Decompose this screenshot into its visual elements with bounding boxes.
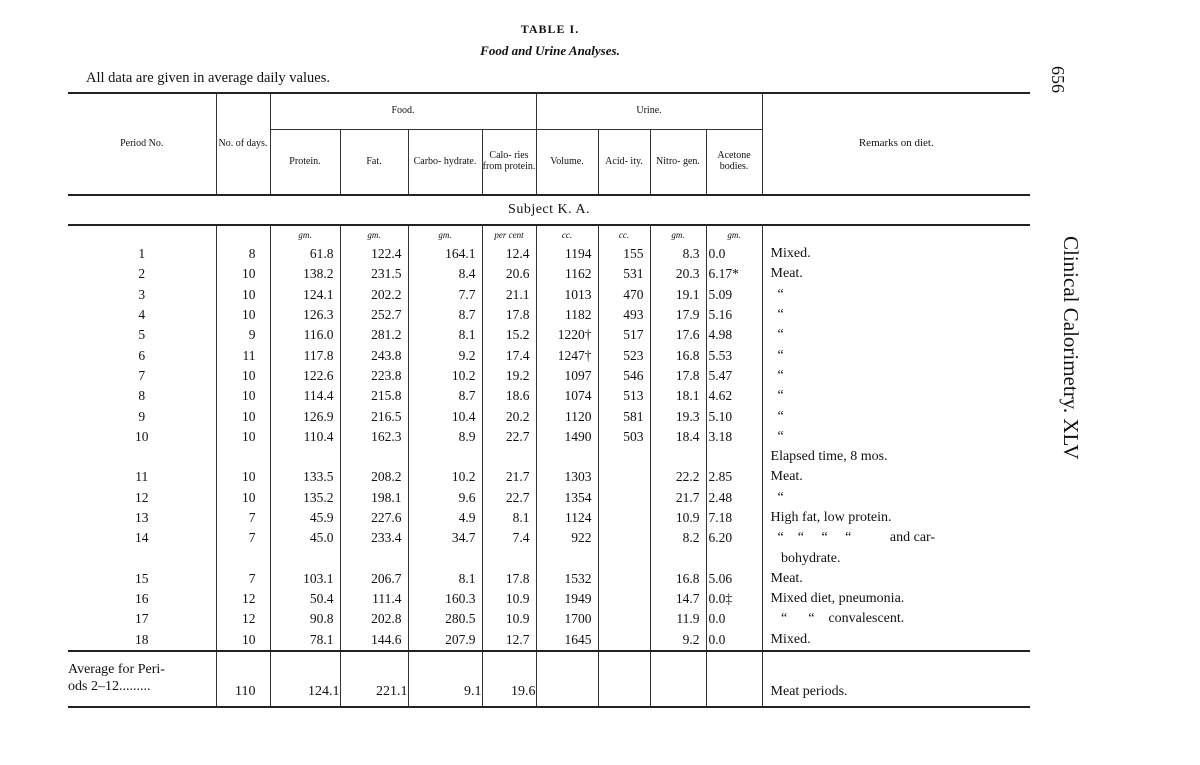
- cell-acetone: 5.06: [706, 569, 762, 589]
- cell-fat: 144.6: [340, 630, 408, 651]
- cell-remarks: Mixed.: [762, 244, 1030, 264]
- cell-period: 12: [135, 489, 149, 505]
- cell-nitrogen: 17.8: [650, 366, 706, 386]
- cell-nitrogen: 21.7: [650, 488, 706, 508]
- cell-volume: 1700: [536, 609, 598, 629]
- cell-period: 16: [135, 591, 149, 607]
- cell-protein: 116.0: [270, 325, 340, 345]
- header-calories: Calo- ries from protein.: [482, 129, 536, 195]
- average-days: 110: [216, 651, 270, 707]
- average-remarks: Meat periods.: [762, 651, 1030, 707]
- cell-acetone: 0.0: [706, 630, 762, 651]
- cell-days: 10: [216, 406, 270, 426]
- cell-carbohydrate: 8.7: [408, 386, 482, 406]
- cell-volume: 1194: [536, 244, 598, 264]
- cell-protein: [270, 548, 340, 568]
- average-carb: 9.1: [408, 651, 482, 707]
- cell-calories: 18.6: [482, 386, 536, 406]
- cell-period: 17: [135, 611, 149, 627]
- cell-carbohydrate: 8.4: [408, 264, 482, 284]
- cell-carbohydrate: 9.2: [408, 345, 482, 365]
- cell-carbohydrate: [408, 447, 482, 467]
- cell-acetone: 7.18: [706, 508, 762, 528]
- cell-period: 5: [138, 327, 146, 343]
- cell-fat: 215.8: [340, 386, 408, 406]
- cell-calories: 20.2: [482, 406, 536, 426]
- cell-days: 7: [216, 569, 270, 589]
- cell-acidity: 581: [598, 406, 650, 426]
- cell-calories: 21.1: [482, 285, 536, 305]
- cell-calories: 22.7: [482, 488, 536, 508]
- cell-carbohydrate: 280.5: [408, 609, 482, 629]
- unit-volume: cc.: [536, 225, 598, 244]
- cell-nitrogen: 14.7: [650, 589, 706, 609]
- analyses-table: [68, 92, 1030, 708]
- cell-remarks: bohydrate.: [762, 548, 1030, 568]
- cell-volume: 1182: [536, 305, 598, 325]
- cell-fat: 281.2: [340, 325, 408, 345]
- cell-remarks: “ “ convalescent.: [762, 609, 1030, 629]
- header-food: Food.: [270, 93, 536, 129]
- header-acidity: Acid- ity.: [598, 129, 650, 195]
- cell-remarks: “: [762, 427, 1030, 447]
- cell-fat: 208.2: [340, 467, 408, 487]
- cell-remarks: “: [762, 406, 1030, 426]
- cell-days: 12: [216, 589, 270, 609]
- table-row: [68, 345, 1030, 365]
- cell-acetone: [706, 548, 762, 568]
- average-row: [68, 651, 1030, 707]
- cell-fat: 216.5: [340, 406, 408, 426]
- cell-carbohydrate: 10.2: [408, 467, 482, 487]
- cell-nitrogen: 20.3: [650, 264, 706, 284]
- cell-carbohydrate: 164.1: [408, 244, 482, 264]
- cell-carbohydrate: [408, 548, 482, 568]
- table-row: [68, 609, 1030, 629]
- cell-protein: 124.1: [270, 285, 340, 305]
- cell-fat: 243.8: [340, 345, 408, 365]
- cell-protein: 78.1: [270, 630, 340, 651]
- cell-acidity: [598, 447, 650, 467]
- cell-carbohydrate: 10.4: [408, 406, 482, 426]
- cell-days: 10: [216, 386, 270, 406]
- cell-days: 7: [216, 508, 270, 528]
- cell-fat: 206.7: [340, 569, 408, 589]
- cell-carbohydrate: 8.7: [408, 305, 482, 325]
- table-title: TABLE I.: [520, 22, 580, 36]
- cell-nitrogen: 19.1: [650, 285, 706, 305]
- running-title: Clinical Calorimetry. XLV: [1059, 236, 1083, 460]
- cell-volume: 922: [536, 528, 598, 548]
- cell-acetone: 5.47: [706, 366, 762, 386]
- cell-volume: 1645: [536, 630, 598, 651]
- units-row: [68, 225, 1030, 244]
- unit-carb: gm.: [408, 225, 482, 244]
- cell-period: 6: [138, 347, 146, 363]
- cell-volume: 1097: [536, 366, 598, 386]
- table-row: [68, 285, 1030, 305]
- cell-nitrogen: 16.8: [650, 345, 706, 365]
- cell-period: 15: [135, 570, 149, 586]
- header-period: Period No.: [68, 93, 216, 195]
- cell-acetone: [706, 447, 762, 467]
- cell-acetone: 3.18: [706, 427, 762, 447]
- cell-fat: 202.8: [340, 609, 408, 629]
- cell-nitrogen: [650, 447, 706, 467]
- table-row: [68, 467, 1030, 487]
- cell-calories: 17.8: [482, 569, 536, 589]
- cell-calories: 12.7: [482, 630, 536, 651]
- cell-acetone: 5.53: [706, 345, 762, 365]
- cell-carbohydrate: 8.1: [408, 569, 482, 589]
- header-urine: Urine.: [536, 93, 762, 129]
- cell-fat: 252.7: [340, 305, 408, 325]
- cell-days: 10: [216, 305, 270, 325]
- cell-period: 3: [138, 286, 146, 302]
- cell-volume: 1247†: [536, 345, 598, 365]
- cell-remarks: “: [762, 285, 1030, 305]
- cell-days: [216, 447, 270, 467]
- cell-remarks: Meat.: [762, 569, 1030, 589]
- cell-calories: 8.1: [482, 508, 536, 528]
- cell-protein: 45.0: [270, 528, 340, 548]
- cell-carbohydrate: 8.1: [408, 325, 482, 345]
- cell-calories: 7.4: [482, 528, 536, 548]
- header-protein: Protein.: [270, 129, 340, 195]
- cell-fat: 223.8: [340, 366, 408, 386]
- cell-calories: 10.9: [482, 609, 536, 629]
- table-row: [68, 488, 1030, 508]
- cell-remarks: “: [762, 488, 1030, 508]
- cell-volume: 1124: [536, 508, 598, 528]
- cell-fat: 233.4: [340, 528, 408, 548]
- cell-acidity: 531: [598, 264, 650, 284]
- header-days: No. of days.: [216, 93, 270, 195]
- cell-fat: 111.4: [340, 589, 408, 609]
- table-row: [68, 264, 1030, 284]
- cell-days: 7: [216, 528, 270, 548]
- cell-nitrogen: 19.3: [650, 406, 706, 426]
- cell-remarks: Elapsed time, 8 mos.: [762, 447, 1030, 467]
- cell-acidity: [598, 569, 650, 589]
- cell-period: 4: [138, 307, 146, 323]
- table-row: [68, 386, 1030, 406]
- cell-nitrogen: 8.3: [650, 244, 706, 264]
- cell-period: 18: [135, 631, 149, 647]
- cell-acidity: 470: [598, 285, 650, 305]
- cell-protein: 133.5: [270, 467, 340, 487]
- cell-calories: 17.8: [482, 305, 536, 325]
- header-carbohydrate: Carbo- hydrate.: [408, 129, 482, 195]
- cell-days: 10: [216, 264, 270, 284]
- table-row: [68, 548, 1030, 568]
- cell-fat: [340, 447, 408, 467]
- cell-remarks: High fat, low protein.: [762, 508, 1030, 528]
- cell-volume: [536, 447, 598, 467]
- cell-protein: 126.9: [270, 406, 340, 426]
- cell-calories: 19.2: [482, 366, 536, 386]
- cell-acidity: [598, 528, 650, 548]
- cell-days: 8: [216, 244, 270, 264]
- cell-period: 1: [138, 246, 146, 262]
- unit-fat: gm.: [340, 225, 408, 244]
- cell-acidity: 546: [598, 366, 650, 386]
- cell-protein: 50.4: [270, 589, 340, 609]
- cell-period: 2: [138, 266, 146, 282]
- cell-acetone: 5.16: [706, 305, 762, 325]
- cell-nitrogen: 9.2: [650, 630, 706, 651]
- average-fat: 221.1: [340, 651, 408, 707]
- cell-days: 10: [216, 467, 270, 487]
- cell-remarks: “ “ “ “ and car-: [762, 528, 1030, 548]
- cell-nitrogen: 11.9: [650, 609, 706, 629]
- cell-volume: 1120: [536, 406, 598, 426]
- cell-acetone: 5.09: [706, 285, 762, 305]
- cell-volume: [536, 548, 598, 568]
- cell-acidity: 523: [598, 345, 650, 365]
- cell-calories: 22.7: [482, 427, 536, 447]
- cell-acetone: 4.62: [706, 386, 762, 406]
- cell-protein: 114.4: [270, 386, 340, 406]
- unit-nitrogen: gm.: [650, 225, 706, 244]
- cell-acidity: [598, 508, 650, 528]
- cell-volume: 1490: [536, 427, 598, 447]
- cell-acidity: [598, 609, 650, 629]
- average-label: [68, 651, 216, 707]
- cell-protein: 103.1: [270, 569, 340, 589]
- table-row: [68, 406, 1030, 426]
- cell-nitrogen: 22.2: [650, 467, 706, 487]
- cell-days: 11: [216, 345, 270, 365]
- cell-volume: 1949: [536, 589, 598, 609]
- cell-nitrogen: 17.6: [650, 325, 706, 345]
- cell-acetone: 0.0: [706, 244, 762, 264]
- unit-cal: per cent: [482, 225, 536, 244]
- cell-remarks: Meat.: [762, 264, 1030, 284]
- table-row: [68, 305, 1030, 325]
- cell-calories: 12.4: [482, 244, 536, 264]
- cell-volume: 1354: [536, 488, 598, 508]
- cell-remarks: “: [762, 366, 1030, 386]
- header-nitrogen: Nitro- gen.: [650, 129, 706, 195]
- cell-acidity: 493: [598, 305, 650, 325]
- header-acetone: Acetone bodies.: [706, 129, 762, 195]
- cell-acetone: 0.0‡: [706, 589, 762, 609]
- table-row: [68, 244, 1030, 264]
- cell-carbohydrate: 34.7: [408, 528, 482, 548]
- cell-period: 11: [135, 469, 149, 485]
- cell-protein: [270, 447, 340, 467]
- cell-protein: 61.8: [270, 244, 340, 264]
- cell-days: 9: [216, 325, 270, 345]
- table-row: [68, 589, 1030, 609]
- cell-volume: 1220†: [536, 325, 598, 345]
- cell-fat: [340, 548, 408, 568]
- cell-calories: [482, 447, 536, 467]
- average-label-line1: Average for Peri-: [68, 662, 165, 678]
- table-row: [68, 508, 1030, 528]
- cell-volume: 1013: [536, 285, 598, 305]
- cell-acidity: [598, 548, 650, 568]
- average-cal: 19.6: [482, 651, 536, 707]
- header-remarks: Remarks on diet.: [762, 93, 1030, 195]
- cell-protein: 90.8: [270, 609, 340, 629]
- cell-calories: [482, 548, 536, 568]
- cell-nitrogen: 18.4: [650, 427, 706, 447]
- cell-acetone: 2.85: [706, 467, 762, 487]
- cell-acidity: 503: [598, 427, 650, 447]
- table-row: [68, 325, 1030, 345]
- cell-nitrogen: 8.2: [650, 528, 706, 548]
- cell-nitrogen: [650, 548, 706, 568]
- cell-acidity: [598, 488, 650, 508]
- cell-acetone: 6.20: [706, 528, 762, 548]
- table-row: [68, 528, 1030, 548]
- cell-acidity: [598, 589, 650, 609]
- table-row: [68, 427, 1030, 447]
- cell-period: [68, 447, 216, 467]
- cell-nitrogen: 18.1: [650, 386, 706, 406]
- unit-protein: gm.: [270, 225, 340, 244]
- header-fat: Fat.: [340, 129, 408, 195]
- cell-carbohydrate: 8.9: [408, 427, 482, 447]
- average-protein: 124.1: [270, 651, 340, 707]
- table-subtitle: Food and Urine Analyses.: [480, 43, 620, 58]
- cell-acetone: 0.0: [706, 609, 762, 629]
- cell-acidity: [598, 630, 650, 651]
- cell-volume: 1074: [536, 386, 598, 406]
- cell-fat: 198.1: [340, 488, 408, 508]
- cell-days: [216, 548, 270, 568]
- cell-volume: 1532: [536, 569, 598, 589]
- cell-acidity: 513: [598, 386, 650, 406]
- unit-acidity: cc.: [598, 225, 650, 244]
- cell-acetone: 5.10: [706, 406, 762, 426]
- cell-protein: 138.2: [270, 264, 340, 284]
- cell-carbohydrate: 7.7: [408, 285, 482, 305]
- table-row: [68, 630, 1030, 651]
- cell-calories: 21.7: [482, 467, 536, 487]
- cell-calories: 17.4: [482, 345, 536, 365]
- cell-acetone: 2.48: [706, 488, 762, 508]
- cell-period: 14: [135, 530, 149, 546]
- cell-carbohydrate: 9.6: [408, 488, 482, 508]
- subject-label: Subject K. A.: [68, 195, 1030, 225]
- page-number: 656: [1048, 66, 1068, 93]
- cell-acidity: [598, 467, 650, 487]
- cell-calories: 15.2: [482, 325, 536, 345]
- cell-fat: 122.4: [340, 244, 408, 264]
- cell-remarks: “: [762, 305, 1030, 325]
- cell-period: 10: [135, 428, 149, 444]
- cell-protein: 126.3: [270, 305, 340, 325]
- cell-carbohydrate: 207.9: [408, 630, 482, 651]
- cell-days: 10: [216, 427, 270, 447]
- cell-remarks: “: [762, 325, 1030, 345]
- cell-volume: 1162: [536, 264, 598, 284]
- cell-acetone: 6.17*: [706, 264, 762, 284]
- table-row: [68, 569, 1030, 589]
- cell-fat: 231.5: [340, 264, 408, 284]
- table-row: [68, 447, 1030, 467]
- cell-remarks: Mixed.: [762, 630, 1030, 651]
- cell-remarks: “: [762, 386, 1030, 406]
- cell-acetone: 4.98: [706, 325, 762, 345]
- cell-period: [68, 548, 216, 568]
- cell-nitrogen: 16.8: [650, 569, 706, 589]
- table-note: All data are given in average daily values.: [86, 70, 330, 86]
- cell-days: 12: [216, 609, 270, 629]
- cell-remarks: Mixed diet, pneumonia.: [762, 589, 1030, 609]
- cell-protein: 45.9: [270, 508, 340, 528]
- cell-protein: 117.8: [270, 345, 340, 365]
- average-label-line2: ods 2–12.........: [68, 678, 151, 694]
- unit-acetone: gm.: [706, 225, 762, 244]
- cell-days: 10: [216, 285, 270, 305]
- cell-period: 8: [138, 388, 146, 404]
- cell-nitrogen: 10.9: [650, 508, 706, 528]
- cell-acidity: 517: [598, 325, 650, 345]
- cell-period: 7: [138, 367, 146, 383]
- cell-remarks: “: [762, 345, 1030, 365]
- cell-protein: 135.2: [270, 488, 340, 508]
- cell-acidity: 155: [598, 244, 650, 264]
- cell-fat: 202.2: [340, 285, 408, 305]
- cell-remarks: Meat.: [762, 467, 1030, 487]
- cell-volume: 1303: [536, 467, 598, 487]
- cell-carbohydrate: 160.3: [408, 589, 482, 609]
- cell-calories: 10.9: [482, 589, 536, 609]
- cell-protein: 110.4: [270, 427, 340, 447]
- cell-days: 10: [216, 366, 270, 386]
- header-volume: Volume.: [536, 129, 598, 195]
- cell-nitrogen: 17.9: [650, 305, 706, 325]
- cell-period: 13: [135, 510, 149, 525]
- cell-fat: 227.6: [340, 508, 408, 528]
- cell-days: 10: [216, 488, 270, 508]
- cell-carbohydrate: 4.9: [408, 508, 482, 528]
- cell-period: 9: [138, 408, 146, 424]
- cell-protein: 122.6: [270, 366, 340, 386]
- cell-calories: 20.6: [482, 264, 536, 284]
- cell-carbohydrate: 10.2: [408, 366, 482, 386]
- cell-fat: 162.3: [340, 427, 408, 447]
- cell-days: 10: [216, 630, 270, 651]
- table-row: [68, 366, 1030, 386]
